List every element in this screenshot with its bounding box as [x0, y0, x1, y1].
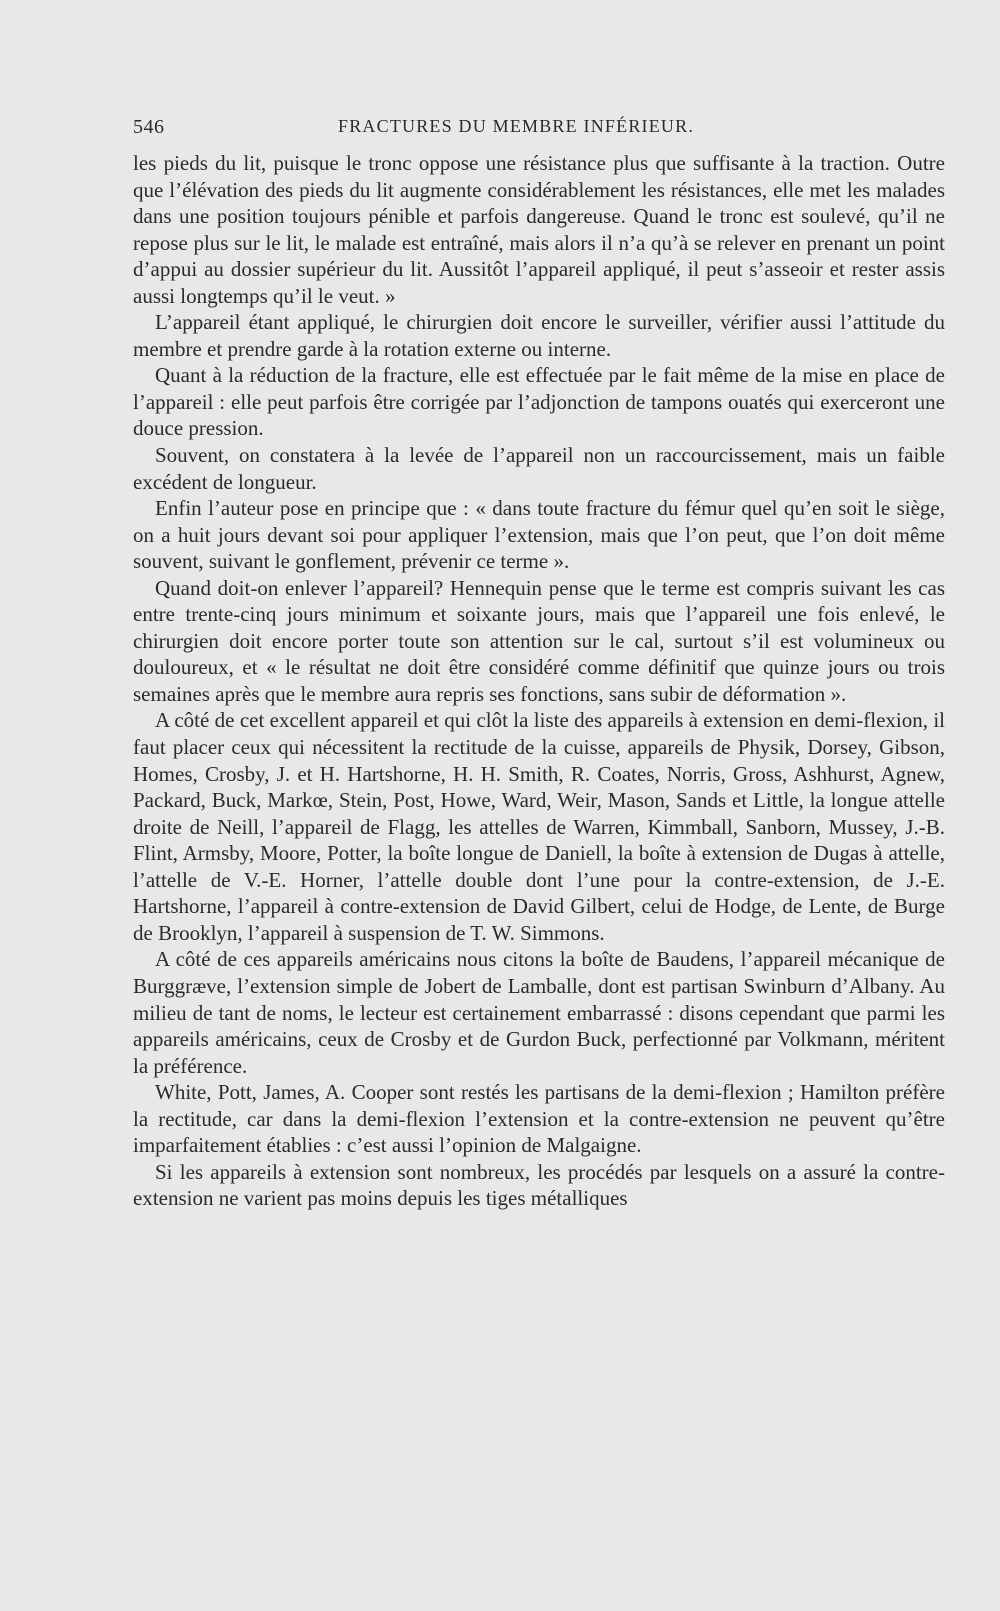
- page-number: 546: [133, 116, 165, 138]
- running-title: FRACTURES DU MEMBRE INFÉRIEUR.: [338, 116, 695, 136]
- body-text: [133, 150, 945, 1212]
- paragraph-appareils-rectitude: A côté de cet excellent appareil et qui clôt la liste des appareils à extension en demi-flexion, il faut placer ceux qui nécessitent la rectitude de la cuisse, appareils de Physik, Dorsey, Gibson, Homes, Crosby, J. et H. Hartshorne, H. H. Smith, R. Coates, Norris, Gross, Ashhurst, Agnew, Packard, Buck, Markœ, Stein, Post, Howe, Ward, Weir, Mason, Sands et Little, la longue attelle droite de Neill, l’appareil de Flagg, les attelles de Warren, Kimmball, Sanborn, Mussey, J.-B. Flint, Armsby, Moore, Potter, la boîte longue de Daniell, la boîte à extension de Dugas à attelle, l’attelle de V.-E. Horner, l’attelle double dont l’une pour la contre-extension, de J.-E. Hartshorne, l’appareil à contre-extension de David Gilbert, celui de Hodge, de Lente, de Burge de Brooklyn, l’appareil à suspension de T. W. Simmons.: [133, 708, 945, 945]
- paragraph-excedent: Souvent, on constatera à la levée de l’appareil non un raccourcissement, mais un faible excédent de longueur.: [133, 443, 945, 494]
- paragraph-appareil-applique: L’appareil étant appliqué, le chirurgien doit encore le surveiller, vérifier aussi l’attitude du membre et prendre garde à la rotation externe ou interne.: [133, 310, 945, 361]
- paragraph-principe: Enfin l’auteur pose en principe que : « dans toute fracture du fémur quel qu’en soit le siège, on a huit jours devant soi pour appliquer l’extension, mais que l’on peut, que l’on doit même souvent, suivant le gonflement, prévenir ce terme ».: [133, 496, 945, 574]
- paragraph-contre-extension: Si les appareils à extension sont nombreux, les procédés par lesquels on a assuré la contre-extension ne varient pas moins depuis les tiges métalliques: [133, 1159, 945, 1211]
- paragraph-appareils-americains: A côté de ces appareils américains nous citons la boîte de Baudens, l’appareil mécanique de Burggræve, l’extension simple de Jobert de Lamballe, dont est partisan Swinburn d’Albany. Au milieu de tant de noms, le lecteur est certainement embarrassé : disons cependant que parmi les appareils américains, ceux de Crosby et de Gurdon Buck, perfectionné par Volkmann, méritent la préférence.: [133, 947, 945, 1078]
- paragraph-continuation: les pieds du lit, puisque le tronc oppose une résistance plus que suffisante à la traction. Outre que l’élévation des pieds du lit augmente considérablement les résistances, elle met les malades dans une position toujours pénible et parfois dangereuse. Quand le tronc est soulevé, qu’il ne repose plus sur le lit, le malade est entraîné, mais alors il n’a qu’à se relever en prenant un point d’appui au dossier supérieur du lit. Aussitôt l’appareil appliqué, il peut s’asseoir et rester assis aussi longtemps qu’il le veut. »: [133, 151, 945, 308]
- paragraph-enlever-appareil: Quand doit-on enlever l’appareil? Hennequin pense que le terme est compris suivant les cas entre trente-cinq jours minimum et soixante jours, mais que l’appareil une fois enlevé, le chirurgien doit encore porter toute son attention sur le cal, surtout s’il est volumineux ou douloureux, et « le résultat ne doit être considéré comme définitif que quinze jours ou trois semaines après que le membre aura repris ses fonctions, sans subir de déformation ».: [133, 575, 945, 706]
- page-header: [133, 116, 945, 146]
- paragraph-demi-flexion: White, Pott, James, A. Cooper sont restés les partisans de la demi-flexion ; Hamilton préfère la rectitude, car dans la demi-flexion l’extension et la contre-extension ne peuvent qu’être imparfaitement établies : c’est aussi l’opinion de Malgaigne.: [133, 1080, 945, 1158]
- paragraph-reduction: Quant à la réduction de la fracture, elle est effectuée par le fait même de la mise en place de l’appareil : elle peut parfois être corrigée par l’adjonction de tampons ouatés qui exerceront une douce pression.: [133, 363, 945, 441]
